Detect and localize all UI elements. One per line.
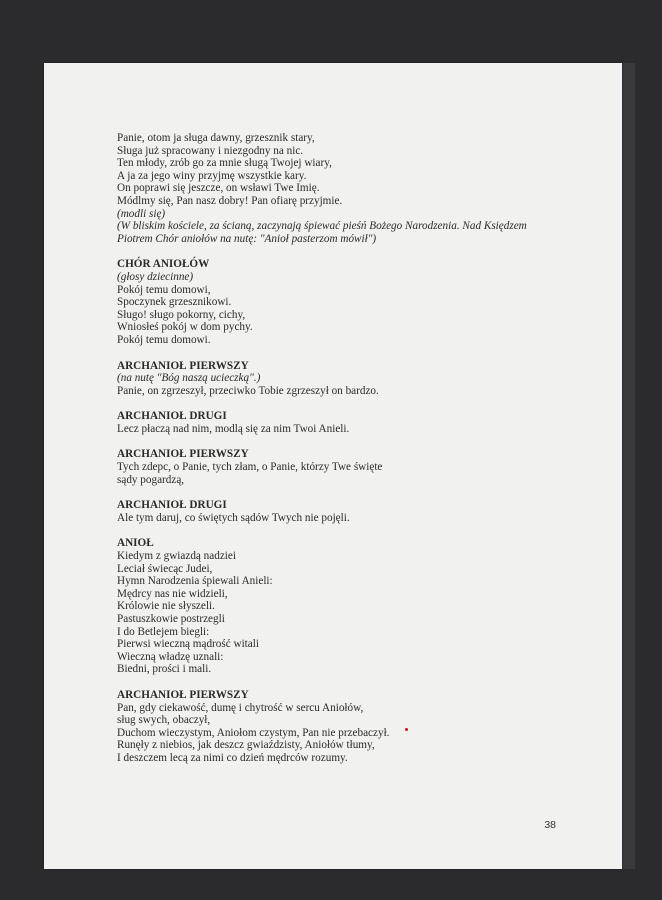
verse-line: I do Betlejem biegli: [117, 625, 210, 638]
stage-direction: (W bliskim kościele, za ścianą, zaczynają śpiewać pieśń Bożego Narodzenia. Nad Księdzem [117, 220, 527, 233]
verse-line: Duchom wieczystym, Aniołom czystym, Pan nie przebaczył. [117, 726, 390, 739]
verse-line: Królowie nie słyszeli. [117, 600, 215, 613]
page-text [117, 132, 577, 778]
stage-direction: (na nutę "Bóg naszą ucieczką".) [117, 372, 261, 385]
verse-line: sług swych, obaczył, [117, 714, 211, 727]
verse-line: Panie, otom ja sługa dawny, grzesznik stary, [117, 132, 315, 144]
red-speck [405, 728, 408, 731]
stage-direction: (głosy dziecinne) [117, 270, 194, 283]
speaker-heading: CHÓR ANIOŁÓW [117, 258, 210, 271]
opening-speech [117, 132, 577, 245]
speaker-heading: ARCHANIOŁ PIERWSZY [117, 359, 249, 372]
verse-line: Pokój temu domowi, [117, 283, 211, 296]
verse-line: Hymn Narodzenia śpiewali Anieli: [117, 575, 273, 588]
archangel-first-section [117, 689, 577, 765]
verse-line: sądy pogardzą, [117, 473, 185, 486]
verse-line: Wniosłeś pokój w dom pychy. [117, 321, 253, 334]
verse-line: On poprawi się jeszcze, on wsławi Twe Imię. [117, 182, 320, 195]
stage-direction: (modli się) [117, 207, 166, 220]
verse-line: Spoczynek grzesznikowi. [117, 296, 232, 309]
verse-line: Pastuszkowie postrzegli [117, 613, 225, 625]
speaker-heading: ARCHANIOŁ DRUGI [117, 499, 227, 512]
verse-line: Leciał świecąc Judei, [117, 562, 213, 575]
verse-line: Ten młody, zrób go za mnie sługą Twojej wiary, [117, 157, 332, 170]
speaker-heading: ARCHANIOŁ PIERWSZY [117, 688, 249, 701]
verse-line: Pan, gdy ciekawość, dumę i chytrość w sercu Aniołów, [117, 701, 364, 714]
archangel-second-section [117, 499, 577, 524]
verse-line: Ale tym daruj, co świętych sądów Twych nie pojęli. [117, 511, 350, 524]
verse-line: Sługo! sługo pokorny, cichy, [117, 308, 246, 321]
verse-line: Panie, on zgrzeszył, przeciwko Tobie zgrzeszył on bardzo. [117, 384, 379, 397]
verse-line: Sługa już spracowany i niezgodny na nic. [117, 144, 304, 157]
speaker-heading: ANIOŁ [117, 537, 154, 550]
speaker-heading: ARCHANIOŁ PIERWSZY [117, 448, 249, 461]
document-page [44, 63, 622, 869]
verse-line: Wieczną władzę uznali: [117, 650, 224, 663]
verse-line: Lecz płaczą nad nim, modlą się za nim Twoi Anieli. [117, 422, 350, 435]
verse-line: Módlmy się, Pan nasz dobry! Pan ofiarę przyjmie. [117, 194, 343, 207]
verse-line: Biedni, prości i mali. [117, 663, 212, 676]
verse-line: Tych zdepc, o Panie, tych złam, o Panie, którzy Twe święte [117, 461, 383, 474]
speaker-heading: ARCHANIOŁ DRUGI [117, 410, 227, 423]
verse-line: A ja za jego winy przyjmę wszystkie kary. [117, 169, 307, 182]
angel-section [117, 537, 577, 676]
archangel-first-section [117, 360, 577, 398]
verse-line: Runęły z niebios, jak deszcz gwiaździsty, Aniołów tłumy, [117, 739, 375, 752]
choir-section [117, 258, 577, 346]
verse-line: I deszczem lecą za nimi co dzień mędrców rozumy. [117, 751, 348, 764]
page-number: 38 [544, 819, 556, 831]
verse-line: Pokój temu domowi. [117, 333, 211, 346]
verse-line: Kiedym z gwiazdą nadziei [117, 550, 236, 563]
archangel-second-section [117, 410, 577, 435]
verse-line: Mędrcy nas nie widzieli, [117, 587, 228, 600]
archangel-first-section [117, 448, 577, 486]
stage-direction: Piotrem Chór aniołów na nutę: "Anioł pasterzom mówił") [117, 232, 377, 245]
verse-line: Pierwsi wieczną mądrość witali [117, 638, 259, 651]
